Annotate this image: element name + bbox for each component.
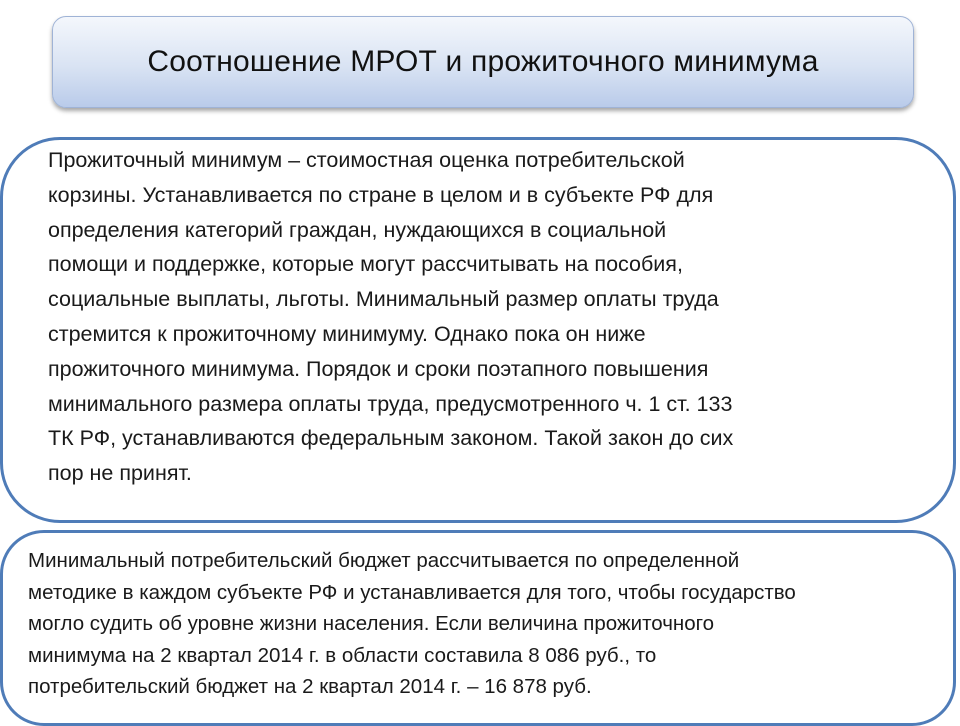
text-line: методике в каждом субъекте РФ и устанавливается для того, чтобы государство xyxy=(28,580,796,604)
text-line: прожиточного минимума. Порядок и сроки поэтапного повышения xyxy=(48,356,709,381)
text-line: социальные выплаты, льготы. Минимальный размер оплаты труда xyxy=(48,287,719,312)
text-line: минимального размера оплаты труда, предусмотренного ч. 1 ст. 133 xyxy=(48,391,733,416)
text-line: помощи и поддержке, которые могут рассчитывать на пособия, xyxy=(48,252,683,277)
text-line: могло судить об уровне жизни населения. Если величина прожиточного xyxy=(28,612,715,635)
text-line: стремится к прожиточному минимуму. Однако пока он ниже xyxy=(48,321,646,346)
text-line: определения категорий граждан, нуждающихся в социальной xyxy=(48,217,667,242)
slide-title: Соотношение МРОТ и прожиточного минимума xyxy=(147,45,819,78)
text-line: Минимальный потребительский бюджет рассчитывается по определенной xyxy=(28,549,740,572)
text-line: ТК РФ, устанавливаются федеральным законом. Такой закон до сих xyxy=(48,426,734,451)
title-banner xyxy=(52,16,914,108)
text-line: потребительский бюджет на 2 квартал 2014 г. – 16 878 руб. xyxy=(28,675,592,698)
text-line: минимума на 2 квартал 2014 г. в области составила 8 086 руб., то xyxy=(28,643,657,667)
text-line: Прожиточный минимум – стоимостная оценка потребительской xyxy=(48,148,685,172)
living-wage-text xyxy=(48,143,908,491)
text-line: пор не принят. xyxy=(48,461,192,486)
consumer-budget-text xyxy=(28,545,938,703)
text-line: корзины. Устанавливается по стране в целом и в субъекте РФ для xyxy=(48,182,714,207)
